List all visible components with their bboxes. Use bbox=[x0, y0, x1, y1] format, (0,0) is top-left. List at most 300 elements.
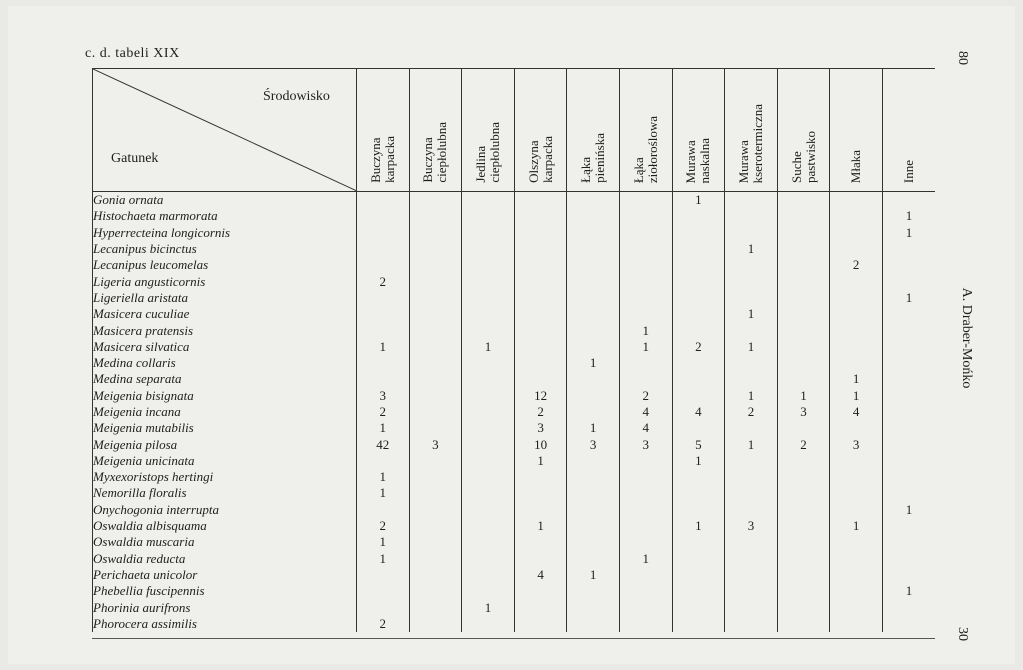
count-cell bbox=[882, 551, 935, 567]
count-cell bbox=[882, 534, 935, 550]
table-row bbox=[93, 241, 936, 257]
count-cell bbox=[462, 290, 515, 306]
count-cell bbox=[514, 469, 567, 485]
count-cell bbox=[514, 599, 567, 615]
species-name: Lecanipus bicinctus bbox=[93, 241, 357, 257]
count-cell bbox=[830, 485, 883, 501]
species-name: Medina collaris bbox=[93, 355, 357, 371]
count-cell bbox=[567, 502, 620, 518]
count-cell: 1 bbox=[777, 388, 830, 404]
count-cell bbox=[462, 225, 515, 241]
count-cell bbox=[567, 599, 620, 615]
count-cell bbox=[830, 469, 883, 485]
count-cell bbox=[882, 339, 935, 355]
count-cell bbox=[619, 225, 672, 241]
count-cell bbox=[672, 273, 725, 289]
count-cell bbox=[725, 599, 778, 615]
count-cell bbox=[777, 534, 830, 550]
count-cell: 3 bbox=[514, 420, 567, 436]
table-row bbox=[93, 534, 936, 550]
column-header-label: Buczyna karpacka bbox=[367, 136, 397, 183]
count-cell bbox=[514, 355, 567, 371]
count-cell: 1 bbox=[514, 518, 567, 534]
species-name: Oswaldia albisquama bbox=[93, 518, 357, 534]
count-cell bbox=[409, 453, 462, 469]
species-name: Lecanipus leucomelas bbox=[93, 257, 357, 273]
count-cell bbox=[409, 583, 462, 599]
column-header-label: Buczyna ciepłolubna bbox=[420, 122, 450, 183]
count-cell: 1 bbox=[567, 567, 620, 583]
count-cell bbox=[567, 306, 620, 322]
count-cell: 2 bbox=[725, 404, 778, 420]
table-continuation-label: c. d. tabeli XIX bbox=[85, 46, 180, 61]
count-cell bbox=[777, 290, 830, 306]
count-cell bbox=[672, 616, 725, 632]
species-name: Meigenia pilosa bbox=[93, 436, 357, 452]
count-cell bbox=[672, 599, 725, 615]
count-cell bbox=[514, 502, 567, 518]
count-cell: 1 bbox=[725, 306, 778, 322]
count-cell bbox=[409, 404, 462, 420]
corner-label-environment: Środowisko bbox=[263, 89, 330, 104]
count-cell bbox=[777, 469, 830, 485]
count-cell bbox=[882, 469, 935, 485]
count-cell: 1 bbox=[514, 453, 567, 469]
count-cell: 12 bbox=[514, 388, 567, 404]
count-cell bbox=[462, 257, 515, 273]
count-cell bbox=[514, 322, 567, 338]
count-cell: 1 bbox=[672, 192, 725, 209]
count-cell bbox=[514, 257, 567, 273]
count-cell: 3 bbox=[567, 436, 620, 452]
count-cell bbox=[462, 388, 515, 404]
count-cell bbox=[777, 371, 830, 387]
count-cell bbox=[409, 469, 462, 485]
count-cell: 3 bbox=[725, 518, 778, 534]
count-cell bbox=[409, 371, 462, 387]
count-cell: 1 bbox=[462, 339, 515, 355]
count-cell bbox=[462, 322, 515, 338]
count-cell bbox=[567, 453, 620, 469]
count-cell bbox=[672, 257, 725, 273]
column-header-label: Inne bbox=[900, 159, 916, 183]
count-cell bbox=[619, 616, 672, 632]
count-cell bbox=[777, 322, 830, 338]
count-cell bbox=[567, 322, 620, 338]
count-cell: 1 bbox=[619, 551, 672, 567]
count-cell bbox=[672, 583, 725, 599]
count-cell bbox=[567, 534, 620, 550]
count-cell bbox=[777, 485, 830, 501]
species-name: Phorinia aurifrons bbox=[93, 599, 357, 615]
count-cell bbox=[357, 355, 410, 371]
species-name: Hyperrecteina longicornis bbox=[93, 225, 357, 241]
corner-diagonal bbox=[93, 69, 357, 191]
species-habitat-table bbox=[92, 68, 935, 632]
count-cell bbox=[830, 208, 883, 224]
count-cell bbox=[777, 339, 830, 355]
count-cell: 4 bbox=[672, 404, 725, 420]
table-row bbox=[93, 306, 936, 322]
count-cell bbox=[567, 257, 620, 273]
count-cell bbox=[672, 241, 725, 257]
count-cell bbox=[777, 208, 830, 224]
count-cell bbox=[567, 290, 620, 306]
count-cell bbox=[672, 322, 725, 338]
column-header-label: Murawa naskalna bbox=[683, 137, 713, 183]
count-cell bbox=[514, 616, 567, 632]
table-row bbox=[93, 502, 936, 518]
count-cell bbox=[514, 192, 567, 209]
count-cell: 10 bbox=[514, 436, 567, 452]
count-cell: 1 bbox=[725, 436, 778, 452]
species-name: Meigenia bisignata bbox=[93, 388, 357, 404]
count-cell bbox=[619, 518, 672, 534]
count-cell bbox=[462, 192, 515, 209]
count-cell bbox=[619, 534, 672, 550]
count-cell bbox=[725, 257, 778, 273]
count-cell bbox=[725, 485, 778, 501]
count-cell bbox=[777, 225, 830, 241]
species-name: Masicera pratensis bbox=[93, 322, 357, 338]
count-cell bbox=[357, 583, 410, 599]
count-cell bbox=[567, 241, 620, 257]
column-header-label: Łąka pienińska bbox=[578, 133, 608, 183]
count-cell bbox=[777, 273, 830, 289]
column-header-9 bbox=[777, 69, 830, 192]
count-cell: 1 bbox=[882, 208, 935, 224]
column-header-label: Jedlina ciepłolubna bbox=[472, 122, 502, 183]
count-cell bbox=[357, 257, 410, 273]
count-cell bbox=[514, 290, 567, 306]
count-cell bbox=[567, 225, 620, 241]
table-row bbox=[93, 225, 936, 241]
column-header-1 bbox=[357, 69, 410, 192]
count-cell bbox=[830, 453, 883, 469]
count-cell bbox=[725, 273, 778, 289]
count-cell bbox=[567, 371, 620, 387]
count-cell bbox=[462, 371, 515, 387]
column-header-6 bbox=[619, 69, 672, 192]
count-cell bbox=[409, 551, 462, 567]
count-cell: 2 bbox=[357, 518, 410, 534]
count-cell bbox=[619, 208, 672, 224]
count-cell bbox=[882, 306, 935, 322]
count-cell bbox=[409, 534, 462, 550]
count-cell bbox=[409, 339, 462, 355]
count-cell bbox=[409, 616, 462, 632]
column-header-label: Olszyna karpacka bbox=[525, 136, 555, 183]
count-cell bbox=[725, 534, 778, 550]
count-cell bbox=[725, 420, 778, 436]
count-cell bbox=[777, 502, 830, 518]
species-name: Ligeria angusticornis bbox=[93, 273, 357, 289]
count-cell bbox=[725, 583, 778, 599]
count-cell bbox=[830, 616, 883, 632]
species-name: Oswaldia muscaria bbox=[93, 534, 357, 550]
table-row bbox=[93, 485, 936, 501]
count-cell bbox=[830, 599, 883, 615]
column-header-4 bbox=[514, 69, 567, 192]
count-cell bbox=[882, 192, 935, 209]
count-cell bbox=[830, 420, 883, 436]
count-cell: 1 bbox=[830, 388, 883, 404]
count-cell bbox=[882, 518, 935, 534]
count-cell bbox=[567, 388, 620, 404]
count-cell bbox=[462, 551, 515, 567]
count-cell bbox=[514, 225, 567, 241]
count-cell bbox=[619, 241, 672, 257]
count-cell: 1 bbox=[830, 371, 883, 387]
count-cell bbox=[672, 388, 725, 404]
column-header-3 bbox=[462, 69, 515, 192]
count-cell: 3 bbox=[619, 436, 672, 452]
count-cell bbox=[619, 273, 672, 289]
count-cell bbox=[357, 567, 410, 583]
count-cell bbox=[619, 290, 672, 306]
count-cell bbox=[462, 534, 515, 550]
count-cell bbox=[619, 485, 672, 501]
count-cell: 2 bbox=[514, 404, 567, 420]
species-name: Ligeriella aristata bbox=[93, 290, 357, 306]
column-header-5 bbox=[567, 69, 620, 192]
count-cell bbox=[409, 273, 462, 289]
count-cell bbox=[619, 306, 672, 322]
count-cell bbox=[830, 322, 883, 338]
column-header-10 bbox=[830, 69, 883, 192]
table-header-row bbox=[93, 69, 936, 192]
count-cell: 2 bbox=[619, 388, 672, 404]
count-cell bbox=[777, 306, 830, 322]
count-cell: 42 bbox=[357, 436, 410, 452]
table-row bbox=[93, 355, 936, 371]
count-cell: 1 bbox=[357, 485, 410, 501]
count-cell bbox=[462, 502, 515, 518]
count-cell bbox=[619, 599, 672, 615]
count-cell bbox=[777, 257, 830, 273]
count-cell bbox=[777, 583, 830, 599]
count-cell bbox=[409, 518, 462, 534]
count-cell bbox=[514, 534, 567, 550]
count-cell bbox=[777, 616, 830, 632]
count-cell bbox=[514, 551, 567, 567]
count-cell: 3 bbox=[409, 436, 462, 452]
species-name: Meigenia incana bbox=[93, 404, 357, 420]
count-cell bbox=[567, 339, 620, 355]
count-cell bbox=[725, 208, 778, 224]
count-cell bbox=[409, 306, 462, 322]
species-name: Histochaeta marmorata bbox=[93, 208, 357, 224]
count-cell bbox=[567, 583, 620, 599]
count-cell bbox=[619, 257, 672, 273]
count-cell bbox=[672, 290, 725, 306]
count-cell bbox=[725, 192, 778, 209]
count-cell: 1 bbox=[725, 241, 778, 257]
count-cell bbox=[462, 616, 515, 632]
corner-label-species: Gatunek bbox=[111, 151, 159, 166]
count-cell bbox=[777, 241, 830, 257]
table-bottom-rule bbox=[92, 638, 935, 639]
count-cell bbox=[830, 355, 883, 371]
count-cell bbox=[882, 322, 935, 338]
count-cell bbox=[462, 567, 515, 583]
count-cell bbox=[567, 404, 620, 420]
count-cell: 1 bbox=[462, 599, 515, 615]
count-cell bbox=[462, 355, 515, 371]
species-name: Meigenia mutabilis bbox=[93, 420, 357, 436]
count-cell bbox=[830, 551, 883, 567]
column-header-label: Łąka ziołoroślowa bbox=[630, 115, 660, 183]
count-cell bbox=[514, 485, 567, 501]
count-cell bbox=[462, 518, 515, 534]
count-cell: 1 bbox=[882, 583, 935, 599]
count-cell bbox=[882, 616, 935, 632]
count-cell bbox=[672, 208, 725, 224]
count-cell: 1 bbox=[357, 551, 410, 567]
table-row bbox=[93, 551, 936, 567]
count-cell: 4 bbox=[619, 420, 672, 436]
count-cell: 1 bbox=[619, 322, 672, 338]
count-cell bbox=[619, 583, 672, 599]
count-cell: 2 bbox=[357, 616, 410, 632]
count-cell bbox=[409, 322, 462, 338]
table-row bbox=[93, 599, 936, 615]
count-cell bbox=[409, 485, 462, 501]
count-cell bbox=[567, 485, 620, 501]
count-cell: 1 bbox=[725, 339, 778, 355]
count-cell bbox=[672, 225, 725, 241]
count-cell bbox=[830, 192, 883, 209]
count-cell bbox=[672, 551, 725, 567]
count-cell: 1 bbox=[830, 518, 883, 534]
count-cell bbox=[725, 469, 778, 485]
column-header-2 bbox=[409, 69, 462, 192]
count-cell: 1 bbox=[882, 290, 935, 306]
count-cell bbox=[725, 290, 778, 306]
count-cell bbox=[514, 241, 567, 257]
count-cell bbox=[462, 583, 515, 599]
count-cell: 2 bbox=[777, 436, 830, 452]
table-row bbox=[93, 518, 936, 534]
table-row bbox=[93, 404, 936, 420]
count-cell bbox=[830, 339, 883, 355]
count-cell bbox=[409, 192, 462, 209]
table-row bbox=[93, 339, 936, 355]
running-author: A. Draber-Mońko bbox=[959, 287, 974, 389]
count-cell: 1 bbox=[357, 469, 410, 485]
species-name: Onychogonia interrupta bbox=[93, 502, 357, 518]
count-cell bbox=[882, 355, 935, 371]
count-cell bbox=[882, 567, 935, 583]
count-cell bbox=[777, 453, 830, 469]
count-cell bbox=[725, 355, 778, 371]
count-cell bbox=[882, 599, 935, 615]
count-cell bbox=[514, 371, 567, 387]
count-cell: 1 bbox=[357, 420, 410, 436]
count-cell bbox=[777, 192, 830, 209]
table-row bbox=[93, 208, 936, 224]
count-cell bbox=[672, 567, 725, 583]
count-cell: 1 bbox=[357, 339, 410, 355]
count-cell bbox=[830, 225, 883, 241]
species-name: Oswaldia reducta bbox=[93, 551, 357, 567]
count-cell bbox=[514, 583, 567, 599]
count-cell bbox=[567, 469, 620, 485]
count-cell bbox=[672, 485, 725, 501]
count-cell: 1 bbox=[567, 355, 620, 371]
count-cell bbox=[357, 453, 410, 469]
count-cell bbox=[409, 225, 462, 241]
count-cell bbox=[357, 599, 410, 615]
count-cell bbox=[777, 518, 830, 534]
count-cell: 1 bbox=[567, 420, 620, 436]
count-cell bbox=[882, 273, 935, 289]
count-cell bbox=[567, 192, 620, 209]
species-name: Nemorilla floralis bbox=[93, 485, 357, 501]
count-cell bbox=[514, 339, 567, 355]
count-cell bbox=[672, 371, 725, 387]
column-header-11 bbox=[882, 69, 935, 192]
count-cell bbox=[567, 616, 620, 632]
count-cell bbox=[357, 241, 410, 257]
count-cell bbox=[514, 273, 567, 289]
table-row bbox=[93, 273, 936, 289]
count-cell bbox=[882, 371, 935, 387]
count-cell bbox=[462, 436, 515, 452]
count-cell bbox=[409, 388, 462, 404]
count-cell bbox=[725, 225, 778, 241]
count-cell bbox=[409, 355, 462, 371]
count-cell bbox=[462, 208, 515, 224]
column-header-label: Murawa kserotermiczna bbox=[735, 103, 765, 183]
column-header-label: Młaka bbox=[848, 149, 864, 183]
count-cell: 1 bbox=[672, 453, 725, 469]
species-name: Masicera cuculiae bbox=[93, 306, 357, 322]
page-number-bottom: 30 bbox=[955, 627, 970, 641]
count-cell bbox=[514, 306, 567, 322]
count-cell bbox=[409, 208, 462, 224]
count-cell bbox=[462, 273, 515, 289]
table-row bbox=[93, 583, 936, 599]
count-cell: 3 bbox=[777, 404, 830, 420]
column-header-7 bbox=[672, 69, 725, 192]
count-cell bbox=[882, 404, 935, 420]
count-cell bbox=[672, 420, 725, 436]
count-cell: 1 bbox=[725, 388, 778, 404]
count-cell bbox=[409, 599, 462, 615]
count-cell bbox=[830, 273, 883, 289]
count-cell bbox=[672, 534, 725, 550]
count-cell bbox=[567, 518, 620, 534]
count-cell: 1 bbox=[672, 518, 725, 534]
count-cell bbox=[619, 355, 672, 371]
count-cell bbox=[725, 567, 778, 583]
species-name: Masicera silvatica bbox=[93, 339, 357, 355]
count-cell bbox=[777, 355, 830, 371]
species-name: Gonia ornata bbox=[93, 192, 357, 209]
column-header-label: Suche pastwisko bbox=[788, 131, 818, 183]
table-row bbox=[93, 567, 936, 583]
count-cell bbox=[725, 502, 778, 518]
count-cell: 2 bbox=[357, 404, 410, 420]
count-cell bbox=[882, 257, 935, 273]
count-cell bbox=[619, 371, 672, 387]
count-cell bbox=[882, 453, 935, 469]
count-cell: 4 bbox=[619, 404, 672, 420]
table-row bbox=[93, 257, 936, 273]
count-cell bbox=[619, 567, 672, 583]
count-cell bbox=[462, 306, 515, 322]
